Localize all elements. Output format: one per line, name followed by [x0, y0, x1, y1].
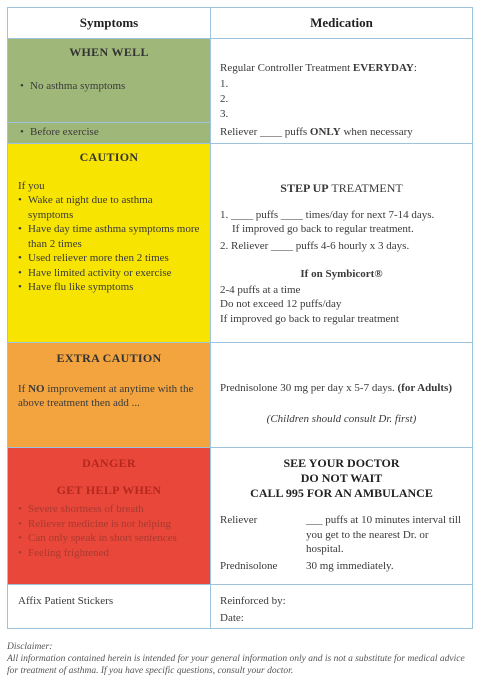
symbicort-heading: If on Symbicort® [300, 268, 383, 280]
symbicort-line-3: If improved go back to regular treatment [220, 312, 399, 325]
step-1-note: If improved go back to regular treatment. [232, 223, 414, 235]
asthma-action-plan-table [7, 7, 473, 629]
list-item: • Have flu like symptoms [18, 280, 200, 295]
extra-caution-symptoms-cell [8, 343, 211, 447]
list-item: • Used reliever more then 2 times [18, 251, 200, 266]
controller-item-3: 3. [220, 108, 229, 120]
danger-title: DANGER [82, 456, 136, 470]
caution-symptoms-cell [8, 144, 211, 342]
symbicort-line-1: 2-4 puffs at a time [220, 283, 301, 296]
danger-prednisolone-label: Prednisolone [220, 559, 278, 572]
list-item: • Feeling frightened [18, 546, 200, 561]
table-header-row [8, 8, 472, 38]
date-label: Date: [220, 611, 244, 624]
step-1-line: 1. ____ puffs ____ times/day for next 7-14 days. [220, 208, 435, 221]
list-item: • Have limited activity or exercise [18, 266, 200, 281]
danger-prednisolone-text: 30 mg immediately. [306, 559, 394, 572]
danger-prednisolone-row [220, 559, 463, 574]
controller-item-2: 2. [220, 93, 229, 105]
patient-stickers-row [8, 584, 472, 628]
extra-caution-medication-cell [211, 343, 472, 447]
extra-caution-row [8, 342, 472, 447]
caution-intro: If you [18, 179, 45, 192]
reliever-line: Reliever ____ puffs ONLY when necessary [220, 126, 413, 138]
list-item: • Can only speak in short sentences [18, 531, 200, 546]
get-help-when-heading: GET HELP WHEN [56, 482, 162, 497]
step-2-line: 2. Reliever ____ puffs 4-6 hourly x 3 days. [220, 239, 410, 252]
list-item: • No asthma symptoms [20, 79, 125, 94]
disclaimer [7, 641, 473, 677]
when-well-row [8, 38, 472, 143]
when-well-symptom-list [20, 79, 125, 94]
when-well-medication-cell [211, 39, 472, 143]
danger-reliever-text: ___ puffs at 10 minutes interval till you get to the nearest Dr. or hospital. [306, 514, 461, 555]
before-exercise-list [20, 125, 99, 140]
danger-symptom-list [18, 502, 200, 560]
list-item: • Severe shortness of breath [18, 502, 200, 517]
list-item: • Wake at night due to asthma symptoms [18, 193, 200, 222]
step-up-treatment-heading: STEP UP TREATMENT [280, 181, 403, 195]
caution-row [8, 143, 472, 342]
extra-caution-text: If NO improvement at anytime with the above treatment then add ... [18, 382, 194, 409]
disclaimer-title: Disclaimer: [7, 642, 53, 652]
controller-treatment-line: Regular Controller Treatment EVERYDAY: [220, 62, 417, 74]
reinforced-by-cell [211, 585, 472, 628]
list-item: • Before exercise [20, 125, 99, 140]
disclaimer-text: All information contained herein is intended for your general information only and is not a substitute for medical advice for treatment of asthma. If you have specific questions, consult your doctor. [7, 654, 465, 676]
danger-symptoms-cell [8, 448, 211, 584]
list-item: • Have day time asthma symptoms more than 2 times [18, 222, 200, 251]
reinforced-by-label: Reinforced by: [220, 595, 286, 607]
children-consult-note: (Children should consult Dr. first) [266, 412, 417, 425]
when-well-title: WHEN WELL [69, 45, 149, 59]
when-well-symptoms-cell [8, 39, 211, 143]
medication-header: Medication [310, 15, 373, 30]
danger-reliever-label: Reliever [220, 514, 258, 526]
symptoms-header: Symptoms [8, 8, 211, 38]
extra-caution-title: EXTRA CAUTION [56, 351, 162, 365]
caution-medication-cell [211, 144, 472, 342]
caution-symptom-list [18, 193, 200, 295]
danger-medication-cell [211, 448, 472, 584]
symbicort-line-2: Do not exceed 12 puffs/day [220, 298, 342, 310]
list-item: • Reliever medicine is not helping [18, 517, 200, 532]
prednisolone-adults-line: Prednisolone 30 mg per day x 5-7 days. (for Adults) [220, 382, 452, 394]
danger-reliever-row [220, 513, 463, 557]
controller-item-1: 1. [220, 78, 229, 90]
see-your-doctor-heading: SEE YOUR DOCTOR DO NOT WAIT CALL 995 FOR AN AMBULANCE [250, 456, 433, 500]
caution-title: CAUTION [79, 150, 139, 164]
danger-row [8, 447, 472, 584]
affix-patient-stickers: Affix Patient Stickers [8, 585, 211, 628]
